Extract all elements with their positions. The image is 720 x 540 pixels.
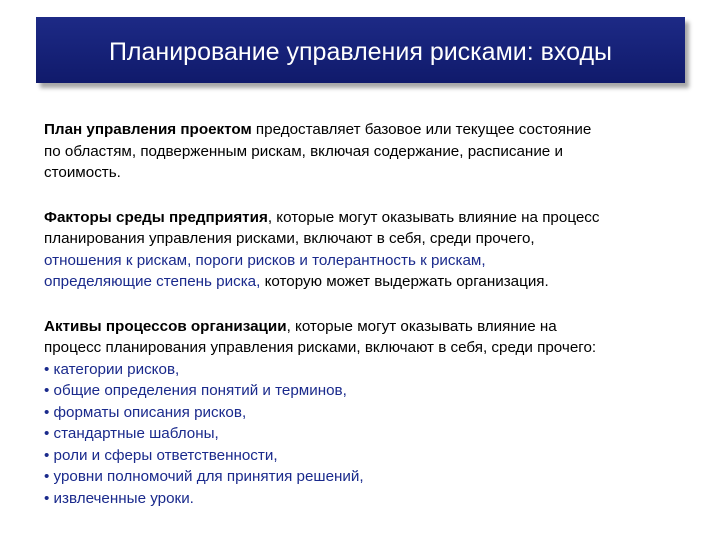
slide-title: Планирование управления рисками: входы xyxy=(108,38,613,66)
bullet-dot-icon: • xyxy=(44,382,54,399)
paragraph-project-plan xyxy=(44,119,712,184)
highlight-span: определяющие степень риска, xyxy=(44,273,261,290)
paragraph-process-assets xyxy=(44,316,712,510)
paragraph-line xyxy=(44,119,712,141)
bullet-list xyxy=(44,359,712,510)
bullet-text: роли и сферы ответственности, xyxy=(53,446,278,464)
bullet-dot-icon: • xyxy=(44,468,54,485)
bullet-text: категории рисков, xyxy=(53,360,180,378)
title-bar xyxy=(36,17,685,83)
bullet-item xyxy=(44,466,712,488)
bullet-text: форматы описания рисков, xyxy=(53,403,247,421)
bullet-dot-icon: • xyxy=(44,446,54,464)
highlight-line: отношения к рискам, пороги рисков и толерантность к рискам, xyxy=(44,251,486,269)
bullet-text: стандартные шаблоны, xyxy=(53,425,219,442)
slide-content xyxy=(44,119,712,532)
bullet-item xyxy=(44,423,712,445)
bullet-item xyxy=(44,380,712,402)
bullet-dot-icon: • xyxy=(44,403,54,421)
bullet-item xyxy=(44,359,712,381)
bold-term: Активы процессов организации xyxy=(44,317,287,335)
bullet-dot-icon: • xyxy=(44,425,54,442)
bullet-dot-icon: • xyxy=(44,360,54,378)
bullet-text: уровни полномочий для принятия решений, xyxy=(53,468,364,485)
bold-term: План управления проектом xyxy=(44,121,252,138)
bullet-item xyxy=(44,445,712,467)
text-span: , которые могут оказывать влияние на xyxy=(286,317,557,335)
paragraph-line: планирования управления рисками, включают в себя, среди прочего, xyxy=(44,230,535,247)
bullet-text: извлеченные уроки. xyxy=(53,489,194,507)
bold-term: Факторы среды предприятия xyxy=(44,208,268,226)
bullet-dot-icon: • xyxy=(44,489,54,507)
bullet-text: общие определения понятий и терминов, xyxy=(53,382,347,399)
paragraph-line: процесс планирования управления рисками, включают в себя, среди прочего: xyxy=(44,339,597,356)
paragraph-line xyxy=(44,207,712,229)
paragraph-line: по областям, подверженным рискам, включая содержание, расписание и xyxy=(44,142,563,160)
bullet-item xyxy=(44,402,712,424)
text-span: которую может выдержать организация. xyxy=(260,273,549,290)
paragraph-line: стоимость. xyxy=(44,164,121,181)
paragraph-line xyxy=(44,316,712,338)
bullet-item xyxy=(44,488,712,510)
paragraph-line xyxy=(44,271,712,293)
text-span: , которые могут оказывать влияние на процесс xyxy=(267,208,600,226)
text-span: предоставляет базовое или текущее состояние xyxy=(251,121,592,138)
paragraph-environment-factors xyxy=(44,207,712,293)
